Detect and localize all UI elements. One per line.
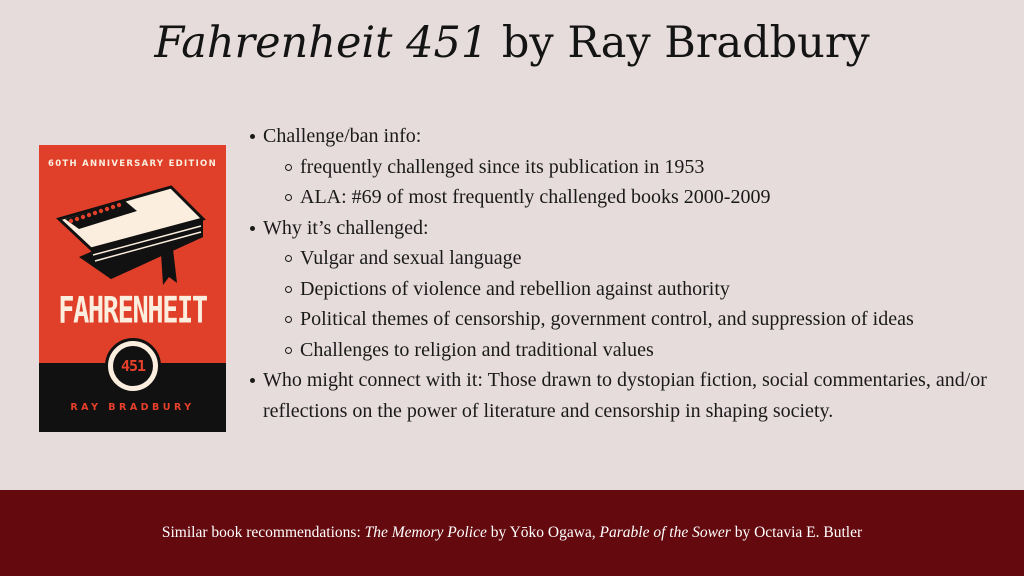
- cover-title-text: FAHRENHEIT: [58, 290, 207, 332]
- footer-book-parable-sower: Parable of the Sower: [599, 524, 731, 541]
- sub-bullet-religion: Challenges to religion and traditional values: [247, 335, 1007, 366]
- recommendations-footer: [0, 490, 1024, 576]
- footer-author-ogawa: by Yōko Ogawa,: [486, 524, 600, 541]
- bullet-why-challenged: Why it’s challenged:: [247, 213, 1007, 244]
- slide-title: [0, 12, 1024, 74]
- book-cover-image: [39, 145, 226, 432]
- book-matchbook-icon: [53, 179, 213, 287]
- sub-bullet-ala-rank: ALA: #69 of most frequently challenged books 2000-2009: [247, 182, 1007, 213]
- footer-author-butler: by Octavia E. Butler: [730, 524, 863, 541]
- sub-bullet-challenged-since: frequently challenged since its publication in 1953: [247, 152, 1007, 183]
- footer-book-memory-police: The Memory Police: [364, 524, 487, 541]
- sub-bullet-political-themes: Political themes of censorship, government control, and suppression of ideas: [247, 304, 1007, 335]
- bullet-challenge-info: Challenge/ban info:: [247, 121, 1007, 152]
- title-byline: by Ray Bradbury: [501, 18, 870, 68]
- footer-prefix: Similar book recommendations:: [161, 524, 365, 541]
- title-book-name: Fahrenheit 451: [154, 18, 489, 68]
- sub-bullet-violence: Depictions of violence and rebellion against authority: [247, 274, 1007, 305]
- cover-author-text: RAY BRADBURY: [70, 402, 195, 413]
- cover-number-text: 451: [113, 346, 153, 386]
- cover-edition-text: 60TH ANNIVERSARY EDITION: [47, 159, 218, 169]
- cover-number-badge: [105, 338, 161, 394]
- bullet-list: [247, 121, 1007, 426]
- bullet-audience: Who might connect with it: Those drawn to dystopian fiction, social commentaries, and/or reflections on the power of literature and censorship in shaping society.: [247, 365, 1007, 426]
- sub-bullet-language: Vulgar and sexual language: [247, 243, 1007, 274]
